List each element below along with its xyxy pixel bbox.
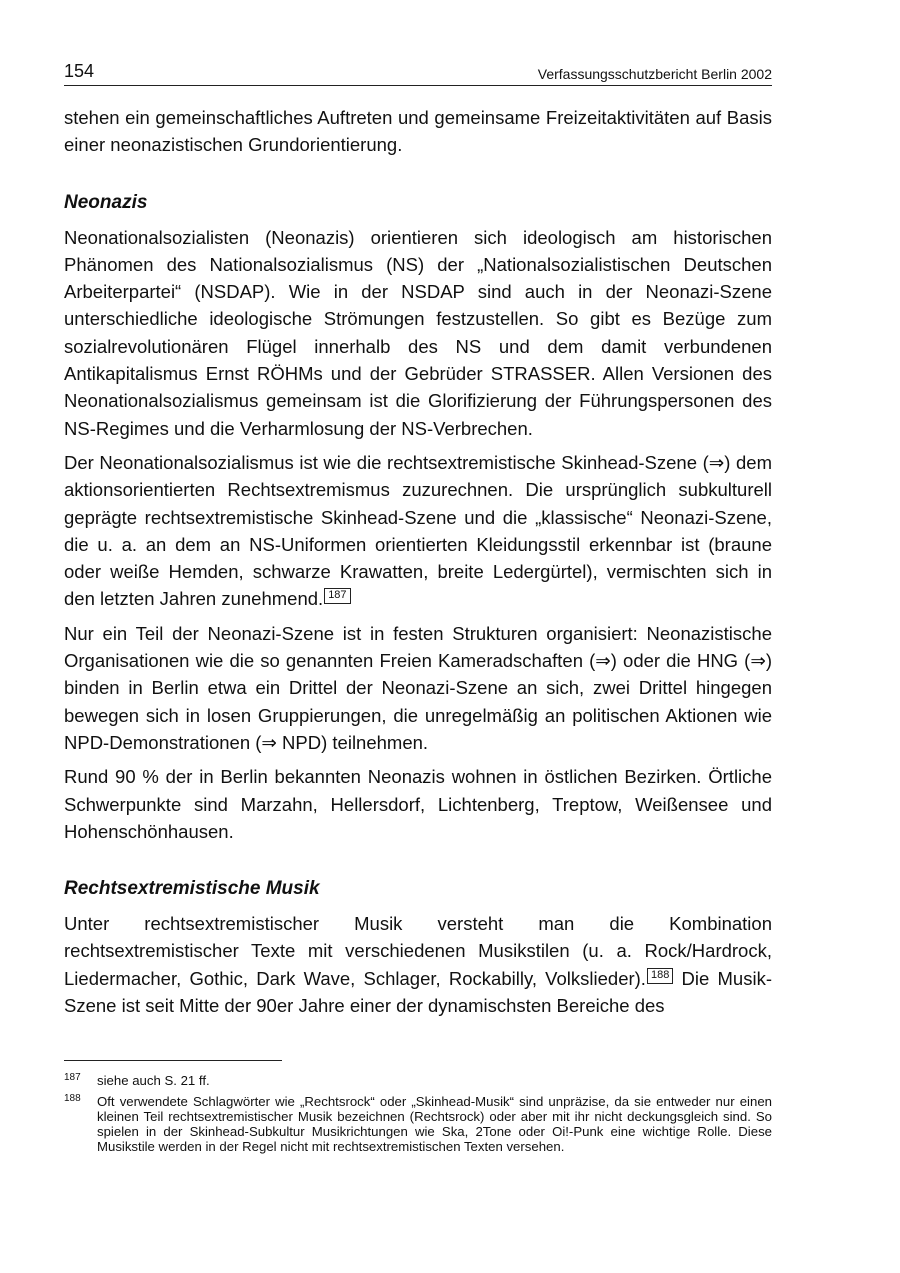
footnotes — [64, 1073, 772, 1160]
paragraph-music-1-text-a: Unter rechtsextremistischer Musik versteht man die Kombination rechtsextremistischer Texte mit verschiedenen Musikstilen (u. a. Rock/Hardrock, Liedermacher, Gothic, Dark Wave, Schlager, Rockabilly, Volkslieder). — [64, 913, 772, 989]
footnote-187 — [64, 1073, 772, 1088]
page-header — [64, 61, 772, 86]
paragraph-neonazis-4: Rund 90 % der in Berlin bekannten Neonazis wohnen in östlichen Bezirken. Örtliche Schwerpunkte sind Marzahn, Hellersdorf, Lichtenberg, Treptow, Weißensee und Hohenschönhausen. — [64, 766, 772, 842]
intro-paragraph: stehen ein gemeinschaftliches Auftreten und gemeinsame Freizeitaktivitäten auf Basis einer neonazistischen Grundorientierung. — [64, 107, 772, 156]
paragraph-music-1 — [64, 910, 772, 1019]
paragraph-music-1-text-b: Die Musik-Szene ist seit Mitte der 90er Jahre einer der dynamischsten Bereiche des — [64, 967, 772, 1017]
paragraph-neonazis-2-text: Der Neonationalsozialismus ist wie die rechtsextremistische Skinhead-Szene (⇒) dem aktionsorientierten Rechtsextremismus zuzurechnen. Die ursprünglich subkulturell geprägte rechtsextremistische Skinhead-Szene und die „klassische“ Neonazi-Szene, die u. a. an dem an NS-Uniformen orientierten Kleidungsstil erkennbar ist (braune oder weiße Hemden, schwarze Krawatten, breite Ledergürtel), vermischten sich in den letzten Jahren zunehmend. — [64, 451, 772, 610]
paragraph-neonazis-2 — [64, 449, 772, 613]
footnote-separator — [64, 1060, 282, 1061]
footnote-reference-187[interactable]: 187 — [324, 588, 350, 604]
page-number: 154 — [64, 61, 95, 81]
section-heading-music: Rechtsextremistische Musik — [64, 878, 320, 900]
footnote-text: Oft verwendete Schlagwörter wie „Rechtsrock“ oder „Skinhead-Musik“ sind unpräzise, da sie entweder nur einen kleinen Teil rechtsextremistischer Musik bezeichnen (Rechtsrock) oder aber mit ihr nicht deckungsgleich sind. So spielen in der Skinhead-Subkultur Musikrichtungen wie Ska, 2Tone oder Oi!-Punk eine wichtige Rolle. Diese Musikstile werden in der Regel nicht mit rechtsextremistischen Texten versehen. — [97, 1094, 772, 1154]
footnote-188 — [64, 1094, 772, 1154]
paragraph-neonazis-1: Neonationalsozialisten (Neonazis) orientieren sich ideologisch am historischen Phänomen des Nationalsozialismus (NS) der „Nationalsozialistischen Deutschen Arbeiterpartei“ (NSDAP). Wie in der NSDAP sind auch in der Neonazi-Szene unterschiedliche ideologische Strömungen festzustellen. So gibt es Bezüge zum sozialrevolutionären Flügel innerhalb des NS und dem damit verbundenen Antikapitalismus Ernst RÖHMs und der Gebrüder STRASSER. Allen Versionen des Neonationalsozialismus gemeinsam ist die Glorifizierung der Führungspersonen des NS-Regimes und die Verharmlosung der NS-Verbrechen. — [64, 226, 772, 439]
body-text — [64, 104, 772, 1019]
footnote-text: siehe auch S. 21 ff. — [97, 1073, 210, 1088]
footnote-number: 188 — [64, 1093, 81, 1104]
section-heading-neonazis: Neonazis — [64, 191, 148, 213]
paragraph-neonazis-3: Nur ein Teil der Neonazi-Szene ist in festen Strukturen organisiert: Neonazistische Organisationen wie die so genannten Freien Kameradschaften (⇒) oder die HNG (⇒) binden in Berlin etwa ein Drittel der Neonazi-Szene an sich, zwei Drittel hingegen bewegen sich in losen Gruppierungen, die unregelmäßig an politischen Aktionen wie NPD-Demonstrationen (⇒ NPD) teilnehmen. — [64, 622, 772, 753]
running-title: Verfassungsschutzbericht Berlin 2002 — [537, 66, 772, 82]
footnote-number: 187 — [64, 1072, 81, 1083]
footnote-reference-188[interactable]: 188 — [647, 968, 673, 984]
